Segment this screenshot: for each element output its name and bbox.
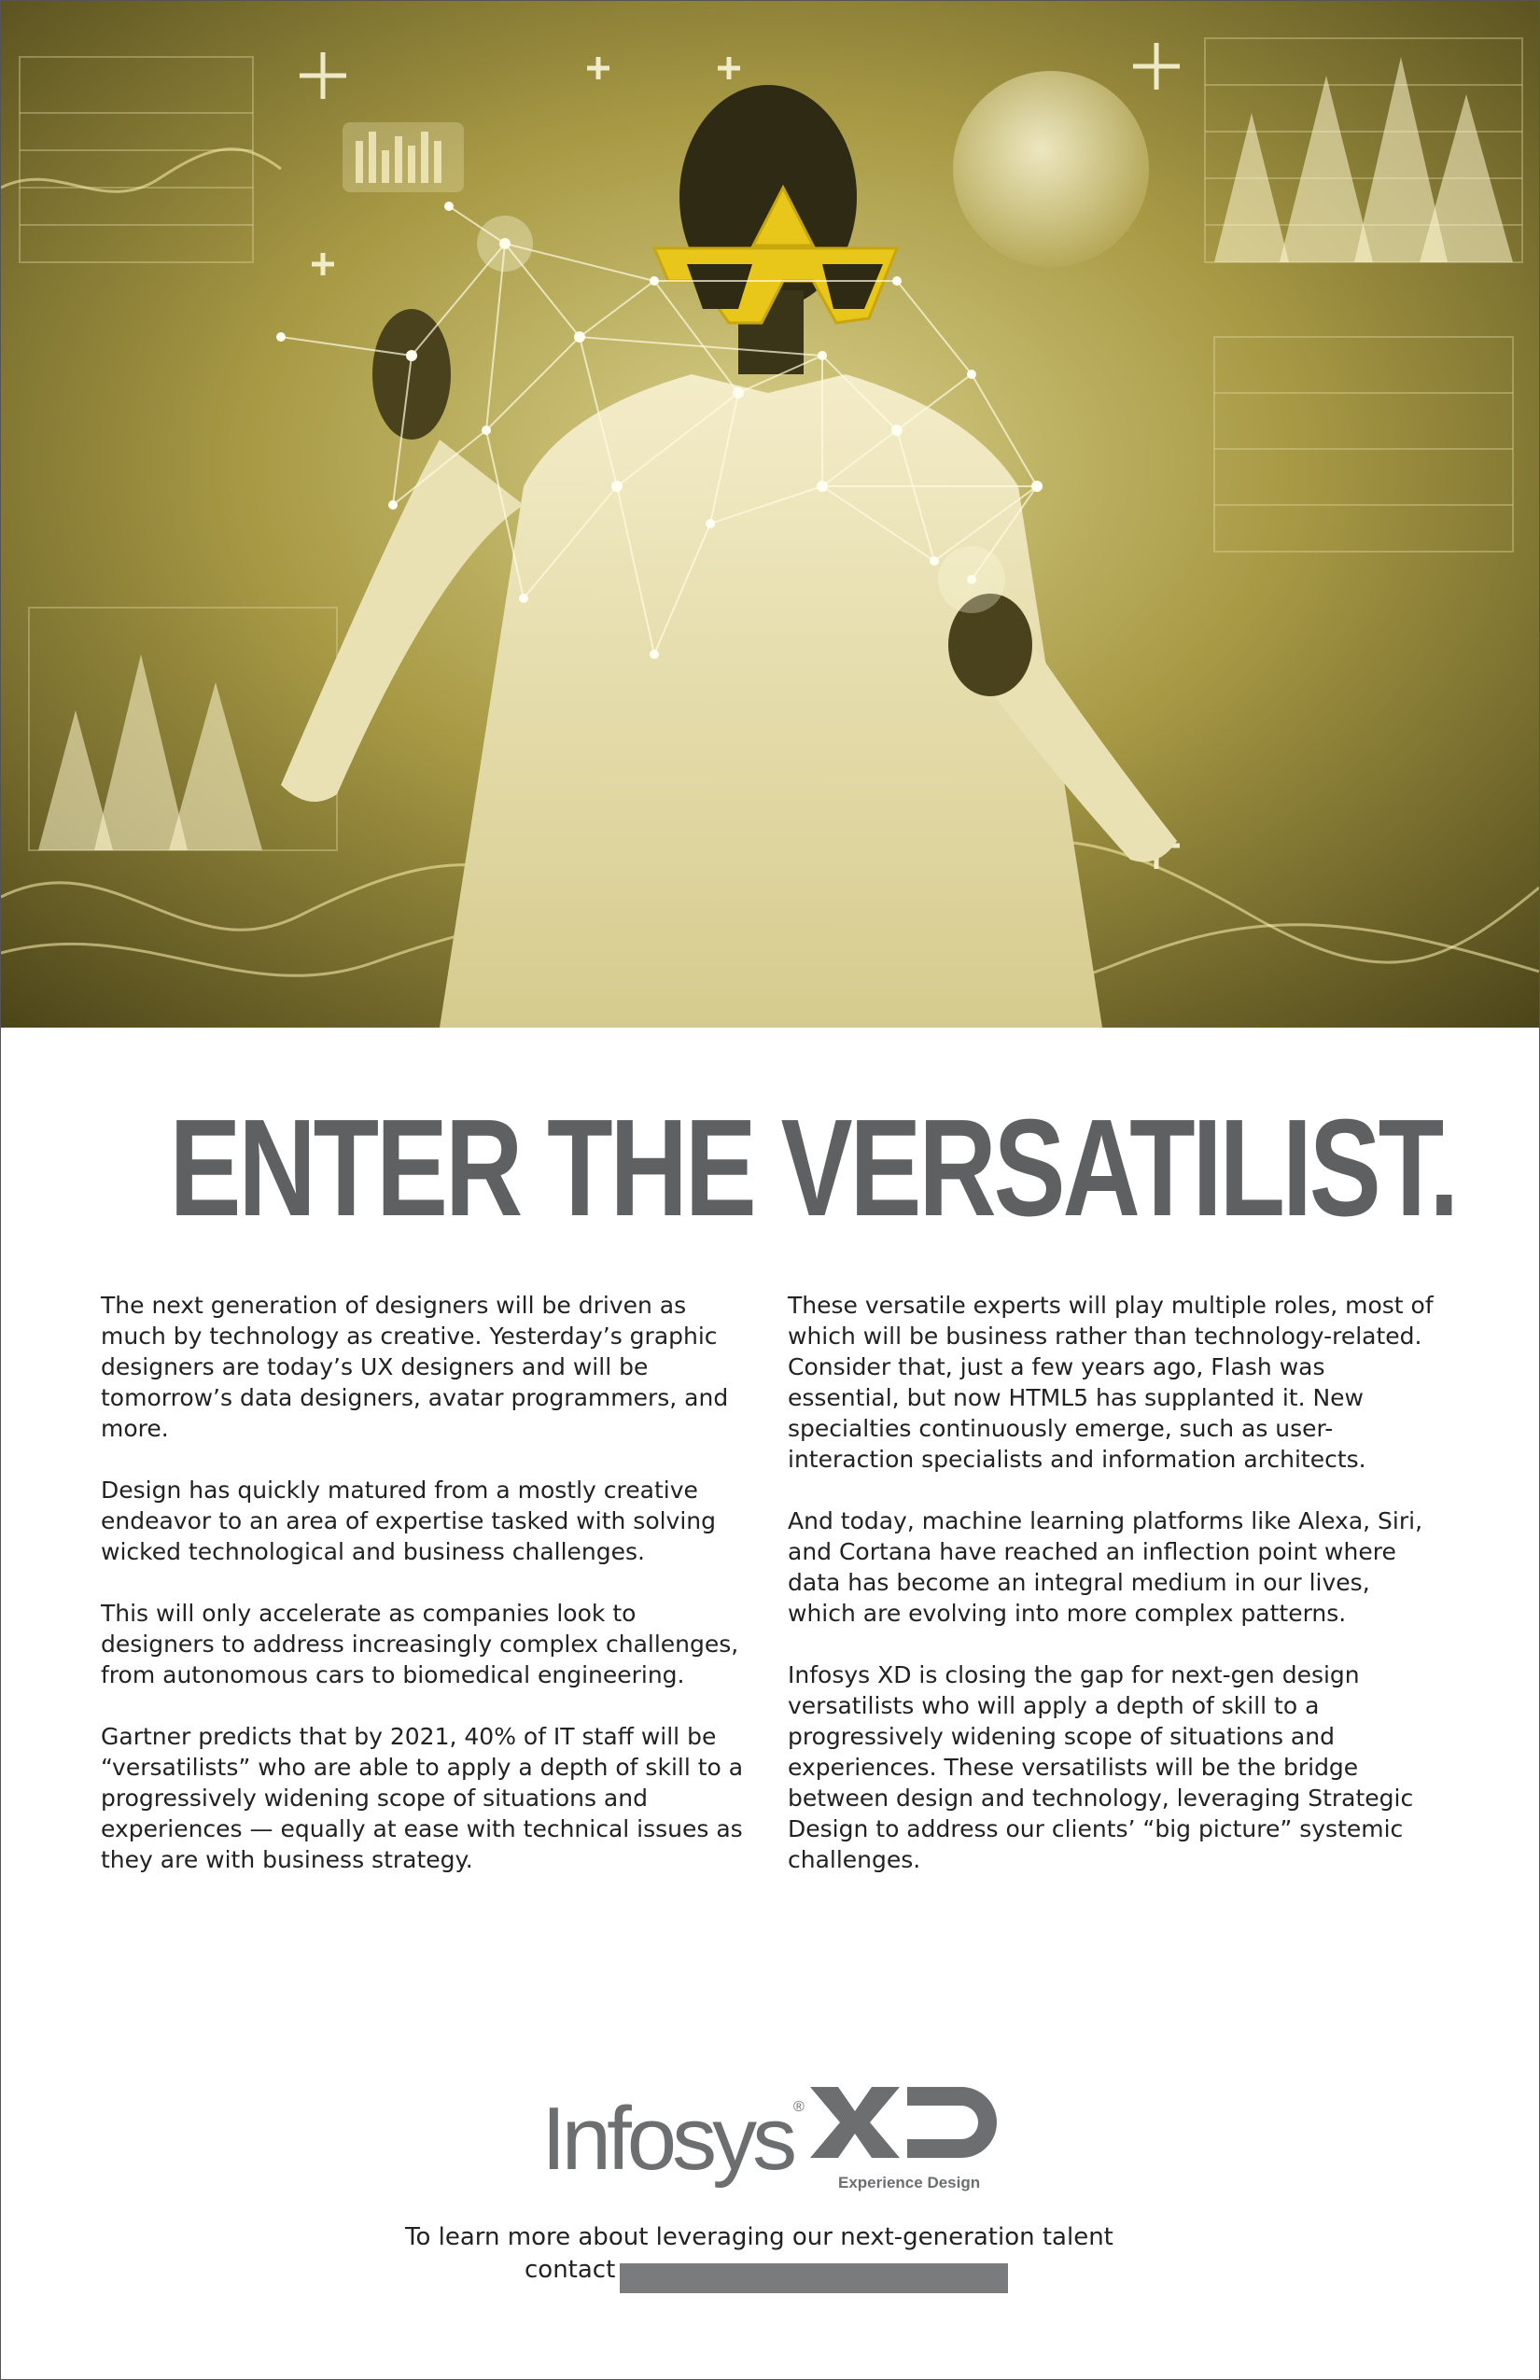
xd-mark-icon	[810, 2087, 997, 2158]
registered-mark: ®	[793, 2099, 805, 2115]
paragraph: Infosys XD is closing the gap for next-gen design versatilists who will apply a depth of skill to a progressively widening scope of situations and experiences. These versatilists will be the bridge between design and technology, leveraging Strategic Design to address our clients’ “big picture” systemic challenges.	[788, 1661, 1414, 1873]
paragraph: Gartner predicts that by 2021, 40% of IT staff will be “versatilists” who are able to apply a depth of skill to a progressively widening scope of situations and experiences — equally at ease with technical issues as they are with business strategy.	[101, 1723, 744, 1873]
left-column	[101, 1290, 754, 1906]
paragraph: This will only accelerate as companies look to designers to address increasingly complex challenges, from autonomous cars to biomedical engineering.	[101, 1600, 739, 1688]
hero-photo-icon	[1, 1, 1539, 1028]
logo-tagline: Experience Design	[838, 2174, 981, 2191]
paragraph: And today, machine learning platforms like Alexa, Siri, and Cortana have reached an inflection point where data has become an integral medium in our lives, which are evolving into more complex patterns.	[788, 1507, 1423, 1627]
hero-image	[1, 1, 1539, 1028]
paragraph: These versatile experts will play multiple roles, most of which will be business rather than technology-related. Consider that, just a few years ago, Flash was essential, but now HTML5 has supplanted it. New specialties continuously emerge, such as user-interaction specialists and information architects.	[788, 1292, 1434, 1473]
logo-wordmark: Infosys	[541, 2089, 793, 2189]
contact-line: To learn more about leveraging our next-generation talent	[405, 2223, 1113, 2251]
headline: ENTER THE VERSATILIST.	[169, 1091, 1457, 1245]
paragraph: Design has quickly matured from a mostly creative endeavor to an area of expertise tasked with solving wicked technological and business challenges.	[101, 1477, 717, 1565]
paragraph: The next generation of designers will be driven as much by technology as creative. Yesterday’s graphic designers are today’s UX designers and will be tomorrow’s data designers, avatar programmers, and more.	[101, 1292, 729, 1442]
redacted-contact-bar	[620, 2263, 1008, 2293]
contact-label: contact	[525, 2256, 616, 2284]
infosys-xd-logo	[541, 2074, 1008, 2195]
right-column	[788, 1290, 1441, 1906]
